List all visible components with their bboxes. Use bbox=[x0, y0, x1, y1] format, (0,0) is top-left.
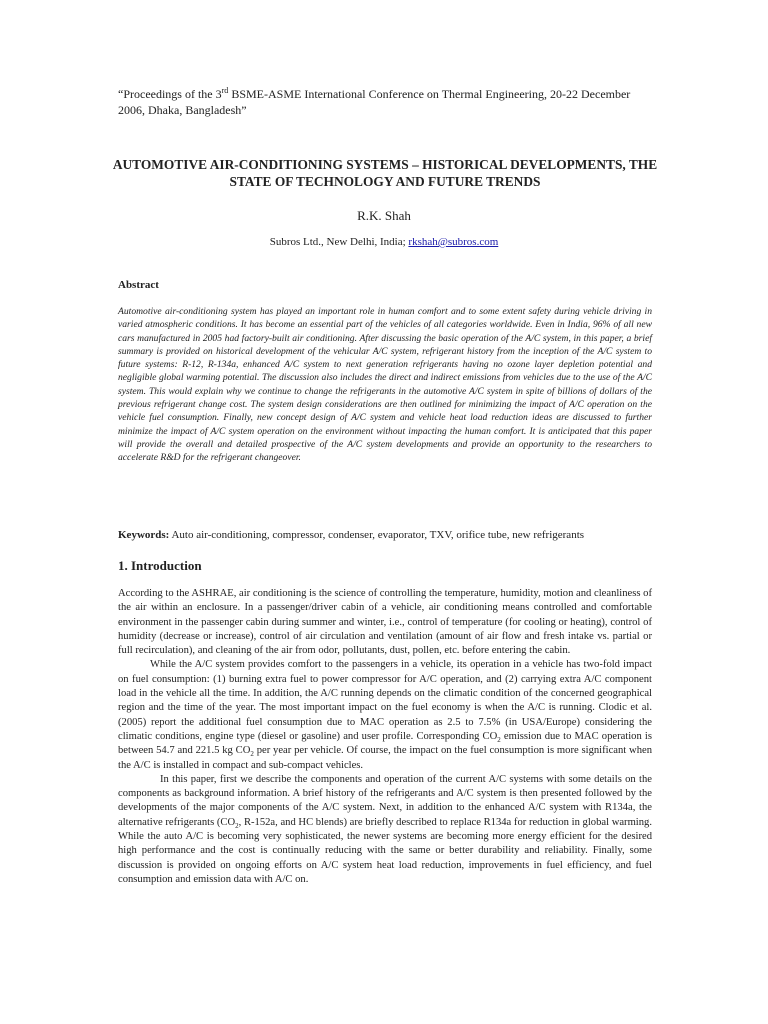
subscript: 2 bbox=[235, 821, 239, 830]
paragraph-text: per year per vehicle. Of course, the impact on the fuel consumption is more significant when the A/C is installed in compact and sub-compact vehicles. bbox=[118, 745, 652, 771]
paragraph bbox=[118, 658, 652, 772]
proceedings-note bbox=[118, 86, 638, 118]
subscript: 2 bbox=[250, 750, 254, 759]
paragraph bbox=[118, 773, 652, 887]
proceedings-prefix: “Proceedings of the 3 bbox=[118, 87, 222, 101]
paragraph: According to the ASHRAE, air conditioning is the science of controlling the temperature, humidity, motion and cleanliness of the air within an enclosure. In a passenger/driver cabin of a vehicle, air conditioning means controlled and comfortable environment in the passenger cabin during summer and winter, i.e., control of temperature (for cooling or heating), control of humidity (decrease or increase), control of air circulation and ventilation (amount of air flow and fresh intake vs. partial or full recirculation), and cleaning of the air from odor, pollutants, dust, pollen, etc. before entering the cabin. bbox=[118, 588, 652, 657]
paragraph-text: emission due to MAC operation is between 54.7 and 221.5 kg CO bbox=[118, 730, 652, 757]
subscript: 2 bbox=[497, 736, 501, 745]
abstract-body: Automotive air-conditioning system has played an important role in human comfort and to some extent safety during vehicle driving in varied atmospheric conditions. It has become an essential part of the vehicles of all categories worldwide. Even in India, 96% of all new cars manufactured in 2005 had factory-built air conditioning. After discussing the basic operation of the A/C system, in this paper, a brief summary is provided on historical development of the vehicular A/C system, refrigerant history from the inception of the A/C system to future systems: R-12, R-134a, enhanced A/C system to next generation refrigerants having no ozone layer depletion potential and negligible global warming potential. The discussion also includes the direct and indirect emissions from vehicles due to the use of the A/C system. This would explain why we continue to change the refrigerants in the automotive A/C system in spite of billions of dollars of the previous refrigerant change cost. The system design considerations are then outlined for minimizing the impact of A/C operation on the vehicle fuel consumption. Finally, new concept design of A/C system and vehicle heat load reduction ideas are discussed to further minimize the impact of A/C system operation on the environment without impacting the human comfort. It is anticipated that this paper will provide the overall and detailed prospective of the A/C system developments and provide an opportunity to the researchers to accelerate R&D for the refrigerant changeover. bbox=[118, 306, 652, 464]
affiliation bbox=[0, 236, 768, 248]
keywords-line bbox=[118, 529, 652, 541]
paragraph-text: In this paper, first we describe the components and operation of the current A/C systems with some details on the components as background information. A brief history of the refrigerants and A/C system is then presented followed by the developments of the major components of the A/C system. Next, in addition to the enhanced A/C system with R134a, the alternative refrigerants (CO bbox=[118, 773, 652, 828]
affiliation-org: Subros Ltd., New Delhi, India; bbox=[269, 236, 409, 248]
paper-title: AUTOMOTIVE AIR-CONDITIONING SYSTEMS – HISTORICAL DEVELOPMENTS, THE STATE OF TECHNOLOGY AND FUTURE TRENDS bbox=[112, 157, 658, 189]
paragraph-text: While the A/C system provides comfort to the passengers in a vehicle, its operation in a vehicle has two-fold impact on fuel consumption: (1) burning extra fuel to power compressor for A/C operation, and (2) carrying extra A/C component load in the vehicle all the time. In addition, the A/C running depends on the climatic condition of the concerned geographical region and the time of the year. The most important impact on the fuel economy is when the A/C is running. Clodic et al. (2005) report the additional fuel consumption due to MAC operation as 2.5 to 7.5% (in USA/Europe) considering the climatic conditions, engine type (diesel or gasoline) and user profile. Corresponding CO bbox=[118, 659, 652, 742]
keywords-text: Auto air-conditioning, compressor, condenser, evaporator, TXV, orifice tube, new refrigerants bbox=[169, 529, 585, 541]
proceedings-suffix: BSME-ASME International Conference on Thermal Engineering, 20-22 December 2006, Dhaka, Bangladesh” bbox=[118, 87, 631, 117]
section-heading: 1. Introduction bbox=[118, 558, 202, 573]
author-name: R.K. Shah bbox=[357, 208, 411, 223]
paragraph-text: , R-152a, and HC blends) are briefly described to replace R134a for reduction in global warming. While the auto A/C is becoming very sophisticated, the newer systems are becoming more energy efficient for the desired high performance and the cost is continually reducing with the same or better durability and reliability. Finally, some discussion is provided on ongoing efforts on A/C system heat load reduction, improvements in fuel efficiency, and fuel consumption and emission data with A/C on. bbox=[118, 816, 652, 885]
keywords-label: Keywords: bbox=[118, 529, 170, 541]
introduction-body bbox=[118, 587, 652, 887]
email-link[interactable]: rkshah@subros.com bbox=[408, 236, 499, 248]
abstract-heading: Abstract bbox=[118, 279, 159, 291]
proceedings-sup: rd bbox=[221, 86, 229, 95]
